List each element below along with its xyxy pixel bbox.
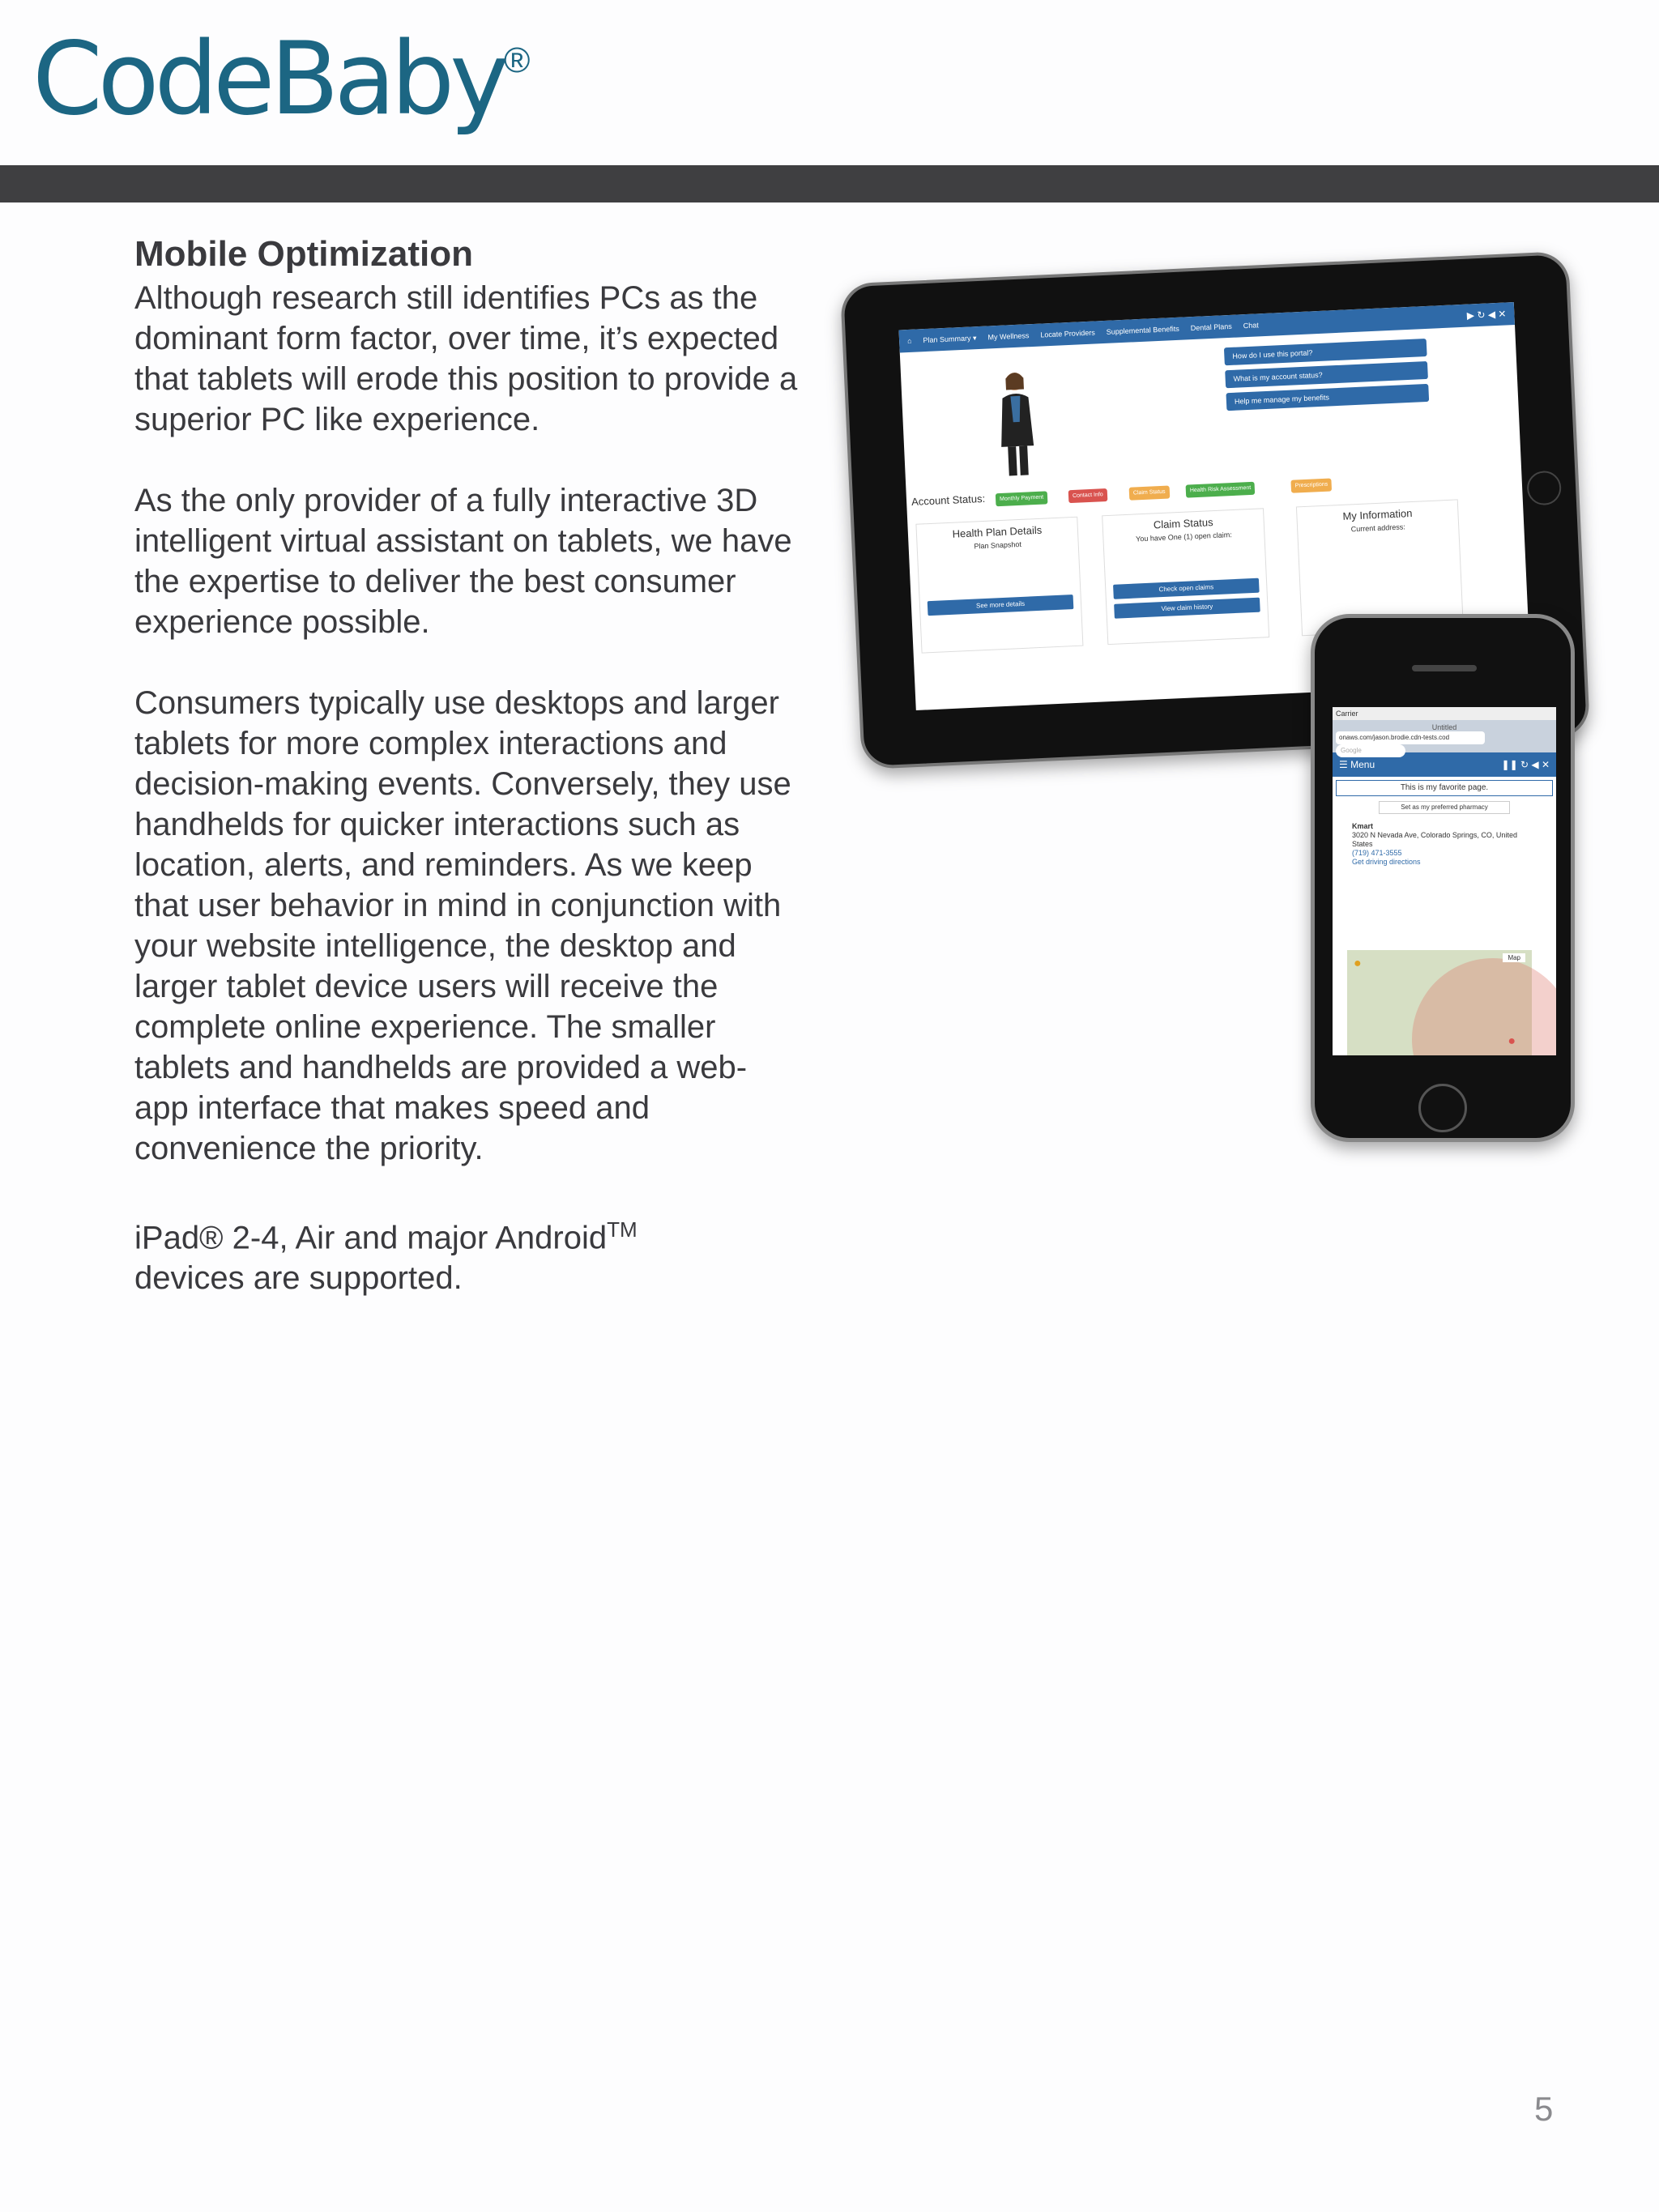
- card-subtitle: You have One (1) open claim:: [1135, 531, 1232, 543]
- map-type-label: Map: [1503, 953, 1525, 962]
- card-title: Claim Status: [1153, 516, 1213, 531]
- line: location, alerts, and reminders. As we keep: [134, 847, 753, 883]
- line: Consumers typically use desktops and larger: [134, 685, 779, 721]
- phone-page-title: Untitled: [1431, 723, 1457, 731]
- phone-image: [1311, 614, 1575, 1142]
- article-title: Mobile Optimization: [134, 234, 473, 274]
- line: iPad® 2-4, Air and major Android: [134, 1220, 608, 1256]
- article-column: [134, 231, 847, 1298]
- line: tablets and handhelds are provided a web-: [134, 1050, 748, 1085]
- status-pill: Prescriptions: [1290, 478, 1332, 492]
- phone-screen: [1333, 707, 1556, 1055]
- paragraph-3: [134, 683, 847, 1169]
- status-pill: Claim Status: [1129, 486, 1170, 501]
- claim-status-card: [1102, 508, 1269, 645]
- line: that user behavior in mind in conjunction with: [134, 888, 782, 923]
- line: that tablets will erode this position to provide a: [134, 361, 798, 397]
- status-pill: Monthly Payment: [996, 491, 1048, 506]
- player-controls-icon: ❚❚ ↻ ◀ ✕: [1501, 759, 1550, 770]
- line: devices are supported.: [134, 1260, 463, 1297]
- page-number: 5: [1534, 2090, 1554, 2128]
- nav-item: Supplemental Benefits: [1106, 324, 1179, 336]
- line: experience possible.: [134, 604, 430, 640]
- line: complete online experience. The smaller: [134, 1009, 716, 1045]
- store-address: [1333, 819, 1556, 870]
- help-button: Help me manage my benefits: [1226, 384, 1429, 411]
- pegman-icon: ●: [1354, 957, 1362, 970]
- line: convenience the priority.: [134, 1131, 484, 1166]
- paragraph-1: [134, 278, 847, 440]
- map-radius: [1412, 958, 1556, 1055]
- card-button: See more details: [928, 595, 1074, 616]
- phone-status-bar: Carrier: [1333, 707, 1556, 720]
- virtual-assistant-avatar: [990, 364, 1043, 480]
- directions-link: Get driving directions: [1352, 858, 1421, 866]
- trademark-mark: TM: [607, 1217, 638, 1242]
- line: handhelds for quicker interactions such as: [134, 807, 740, 842]
- phone-number: (719) 471-3555: [1352, 849, 1402, 857]
- status-pill: Health Risk Assessment: [1186, 482, 1256, 498]
- nav-item: Plan Summary ▾: [923, 333, 977, 344]
- card-button: View claim history: [1114, 598, 1260, 619]
- pharmacy-button: Set as my preferred pharmacy: [1379, 801, 1510, 814]
- card-title: My Information: [1342, 506, 1413, 522]
- store-name: Kmart: [1352, 822, 1374, 830]
- phone-url-bar: [1333, 720, 1556, 752]
- health-plan-card: [915, 517, 1083, 654]
- phone-url: onaws.com/jason.brodie.cdn-tests.cod: [1336, 731, 1485, 744]
- favorite-banner: This is my favorite page.: [1336, 780, 1553, 796]
- registered-mark: ®: [504, 40, 531, 80]
- paragraph-2: [134, 480, 847, 642]
- line: dominant form factor, over time, it’s expected: [134, 321, 779, 356]
- line: tablets for more complex interactions and: [134, 726, 727, 761]
- line: app interface that makes speed and: [134, 1090, 650, 1126]
- menu-label: Menu: [1350, 759, 1375, 770]
- map-pin-icon: ●: [1508, 1034, 1516, 1048]
- logo-wordmark: CodeBaby: [32, 21, 505, 138]
- line: superior PC like experience.: [134, 402, 540, 437]
- line: As the only provider of a fully interactive 3D: [134, 483, 758, 518]
- line: Although research still identifies PCs as the: [134, 280, 758, 316]
- address: 3020 N Nevada Ave, Colorado Springs, CO, United States: [1352, 831, 1517, 848]
- account-status-label: Account Status:: [911, 492, 986, 508]
- phone-home-button: [1418, 1084, 1467, 1132]
- line: your website intelligence, the desktop and: [134, 928, 736, 964]
- paragraph-4: [134, 1209, 847, 1298]
- line: decision-making events. Conversely, they use: [134, 766, 791, 802]
- card-subtitle: Current address:: [1350, 522, 1405, 534]
- nav-item: My Wellness: [987, 331, 1030, 342]
- home-icon: ⌂: [906, 336, 912, 346]
- line: the expertise to deliver the best consumer: [134, 564, 736, 599]
- help-button: What is my account status?: [1225, 361, 1428, 388]
- status-pill: Contact Info: [1068, 488, 1107, 503]
- phone-speaker: [1412, 665, 1477, 671]
- card-button: Check open claims: [1113, 578, 1260, 599]
- line: larger tablet device users will receive the: [134, 969, 719, 1004]
- menu-icon: ☰: [1339, 759, 1351, 770]
- header-band: [0, 165, 1659, 202]
- map: [1347, 950, 1532, 1055]
- nav-item: Dental Plans: [1190, 322, 1232, 333]
- line: intelligent virtual assistant on tablets, we have: [134, 523, 792, 559]
- card-title: Health Plan Details: [952, 523, 1043, 540]
- player-controls-icon: ▶ ↻ ◀ ✕: [1466, 308, 1507, 322]
- card-subtitle: Plan Snapshot: [974, 539, 1022, 551]
- nav-item: Locate Providers: [1040, 328, 1096, 339]
- nav-item: Chat: [1243, 321, 1259, 330]
- phone-search: Google: [1336, 744, 1405, 757]
- help-button: How do I use this portal?: [1224, 339, 1427, 365]
